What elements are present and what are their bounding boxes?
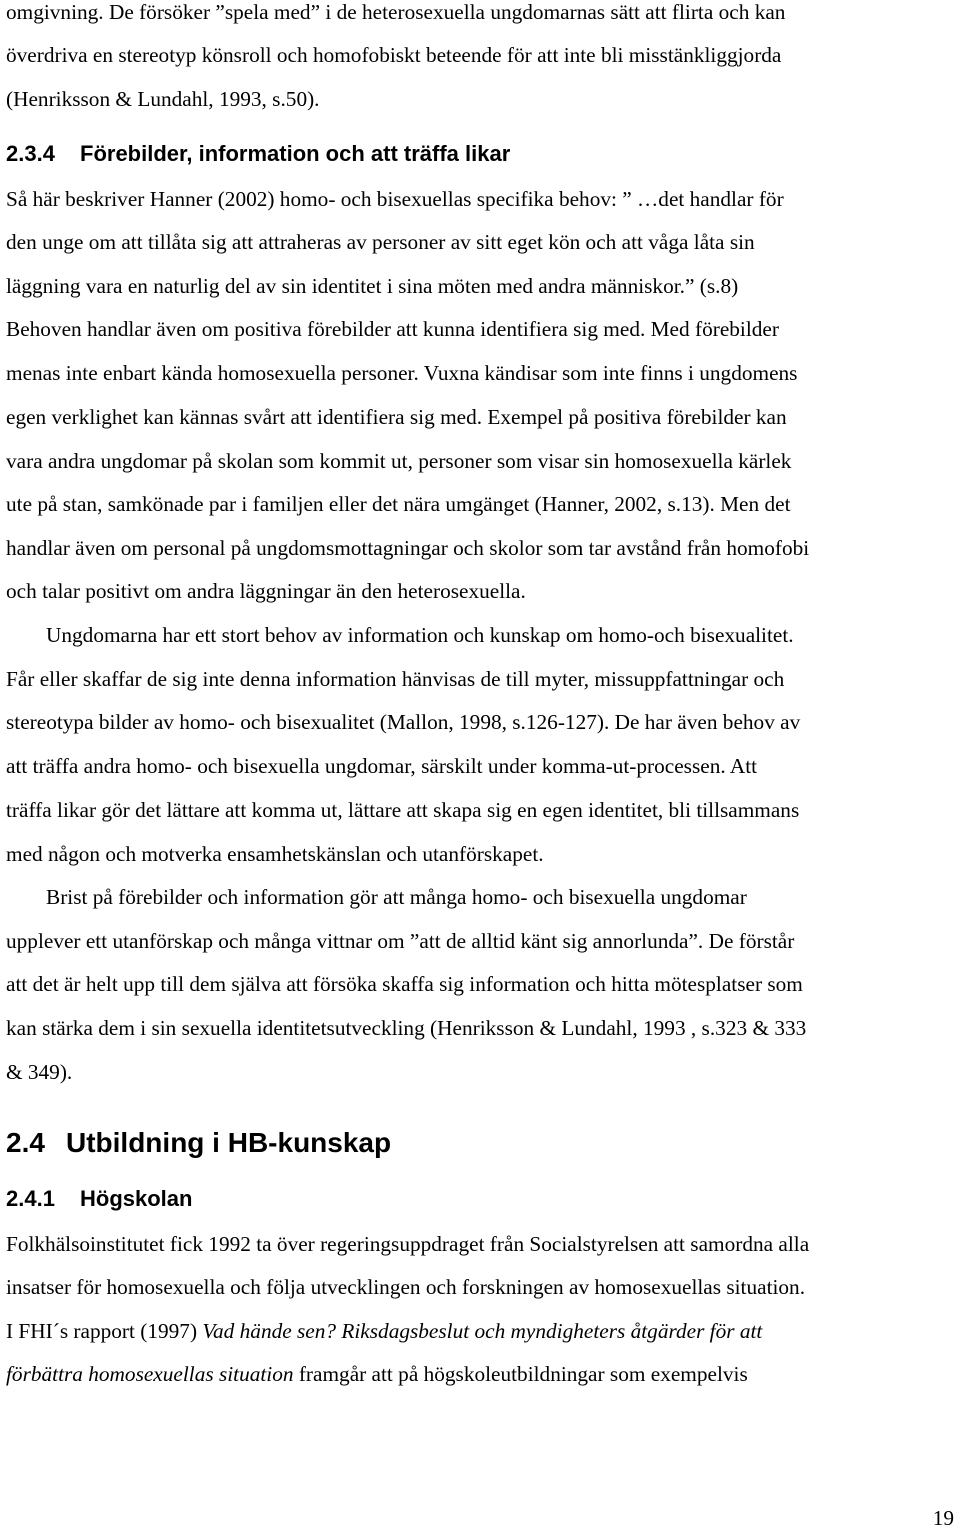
- heading-2-4-1: [6, 1185, 192, 1213]
- paragraph-line: med någon och motverka ensamhetskänslan och utanförskapet.: [6, 842, 544, 866]
- page-number: 19: [932, 1506, 954, 1530]
- paragraph-line: Får eller skaffar de sig inte denna information hänvisas de till myter, missuppfattningar och: [6, 667, 785, 691]
- intro-line: omgivning. De försöker ”spela med” i de heterosexuella ungdomarnas sätt att flirta och kan: [6, 0, 786, 24]
- paragraph-line: stereotypa bilder av homo- och bisexualitet (Mallon, 1998, s.126-127). De har även behov av: [6, 710, 801, 734]
- paragraph-line: och talar positivt om andra läggningar än den heterosexuella.: [6, 579, 526, 603]
- text-run: framgår att på högskoleutbildningar som exempelvis: [293, 1362, 748, 1386]
- paragraph-line: att träffa andra homo- och bisexuella ungdomar, särskilt under komma-ut-processen. Att: [6, 754, 758, 778]
- heading-number: 2.4.1: [6, 1186, 55, 1211]
- paragraph-line: egen verklighet kan kännas svårt att identifiera sig med. Exempel på positiva förebilder kan: [6, 405, 787, 429]
- paragraph-line: insatser för homosexuella och följa utvecklingen och forskningen av homosexuellas situation.: [6, 1275, 806, 1299]
- paragraph-line: upplever ett utanförskap och många vittnar om ”att de alltid känt sig annorlunda”. De förstår: [6, 929, 795, 953]
- heading-2-4: [6, 1126, 391, 1160]
- paragraph-line: Brist på förebilder och information gör att många homo- och bisexuella ungdomar: [46, 885, 747, 909]
- paragraph-line: Folkhälsoinstitutet fick 1992 ta över regeringsuppdraget från Socialstyrelsen att samordna alla: [6, 1232, 810, 1256]
- heading-2-3-4: [6, 140, 510, 168]
- heading-title: Högskolan: [80, 1186, 193, 1211]
- paragraph-line: vara andra ungdomar på skolan som kommit ut, personer som visar sin homosexuella kärlek: [6, 449, 792, 473]
- paragraph-line: [6, 1360, 748, 1388]
- intro-line: överdriva en stereotyp könsroll och homofobiskt beteende för att inte bli misstänkliggjorda: [6, 43, 782, 67]
- paragraph-line: träffa likar gör det lättare att komma ut, lättare att skapa sig en egen identitet, bli tillsammans: [6, 798, 800, 822]
- paragraph-line: Så här beskriver Hanner (2002) homo- och bisexuellas specifika behov: ” …det handlar för: [6, 187, 784, 211]
- paragraph-line: den unge om att tillåta sig att attraheras av personer av sitt eget kön och att våga låta sin: [6, 230, 755, 254]
- intro-line: (Henriksson & Lundahl, 1993, s.50).: [6, 87, 320, 111]
- paragraph-line: ute på stan, samkönade par i familjen eller det nära umgänget (Hanner, 2002, s.13). Men det: [6, 492, 791, 516]
- heading-title: Utbildning i HB-kunskap: [66, 1127, 392, 1158]
- heading-title: Förebilder, information och att träffa likar: [80, 141, 511, 166]
- paragraph-line: handlar även om personal på ungdomsmottagningar och skolor som tar avstånd från homofobi: [6, 536, 810, 560]
- text-run: I FHI´s rapport (1997): [6, 1319, 203, 1343]
- paragraph-line: att det är helt upp till dem själva att försöka skaffa sig information och hitta mötesplatser som: [6, 972, 803, 996]
- report-title-italic: förbättra homosexuellas situation: [6, 1362, 294, 1386]
- paragraph-line: menas inte enbart kända homosexuella personer. Vuxna kändisar som inte finns i ungdomens: [6, 361, 798, 385]
- paragraph-line: [6, 1317, 762, 1345]
- heading-number: 2.3.4: [6, 141, 55, 166]
- paragraph-line: & 349).: [6, 1060, 73, 1084]
- report-title-italic: Vad hände sen? Riksdagsbeslut och myndigheters åtgärder för att: [202, 1319, 763, 1343]
- heading-number: 2.4: [6, 1127, 45, 1158]
- paragraph-line: Behoven handlar även om positiva förebilder att kunna identifiera sig med. Med förebilder: [6, 317, 779, 341]
- paragraph-line: kan stärka dem i sin sexuella identitetsutveckling (Henriksson & Lundahl, 1993 , s.323 & 333: [6, 1016, 807, 1040]
- paragraph-line: Ungdomarna har ett stort behov av information och kunskap om homo-och bisexualitet.: [46, 623, 794, 647]
- paragraph-line: läggning vara en naturlig del av sin identitet i sina möten med andra människor.” (s.8): [6, 274, 739, 298]
